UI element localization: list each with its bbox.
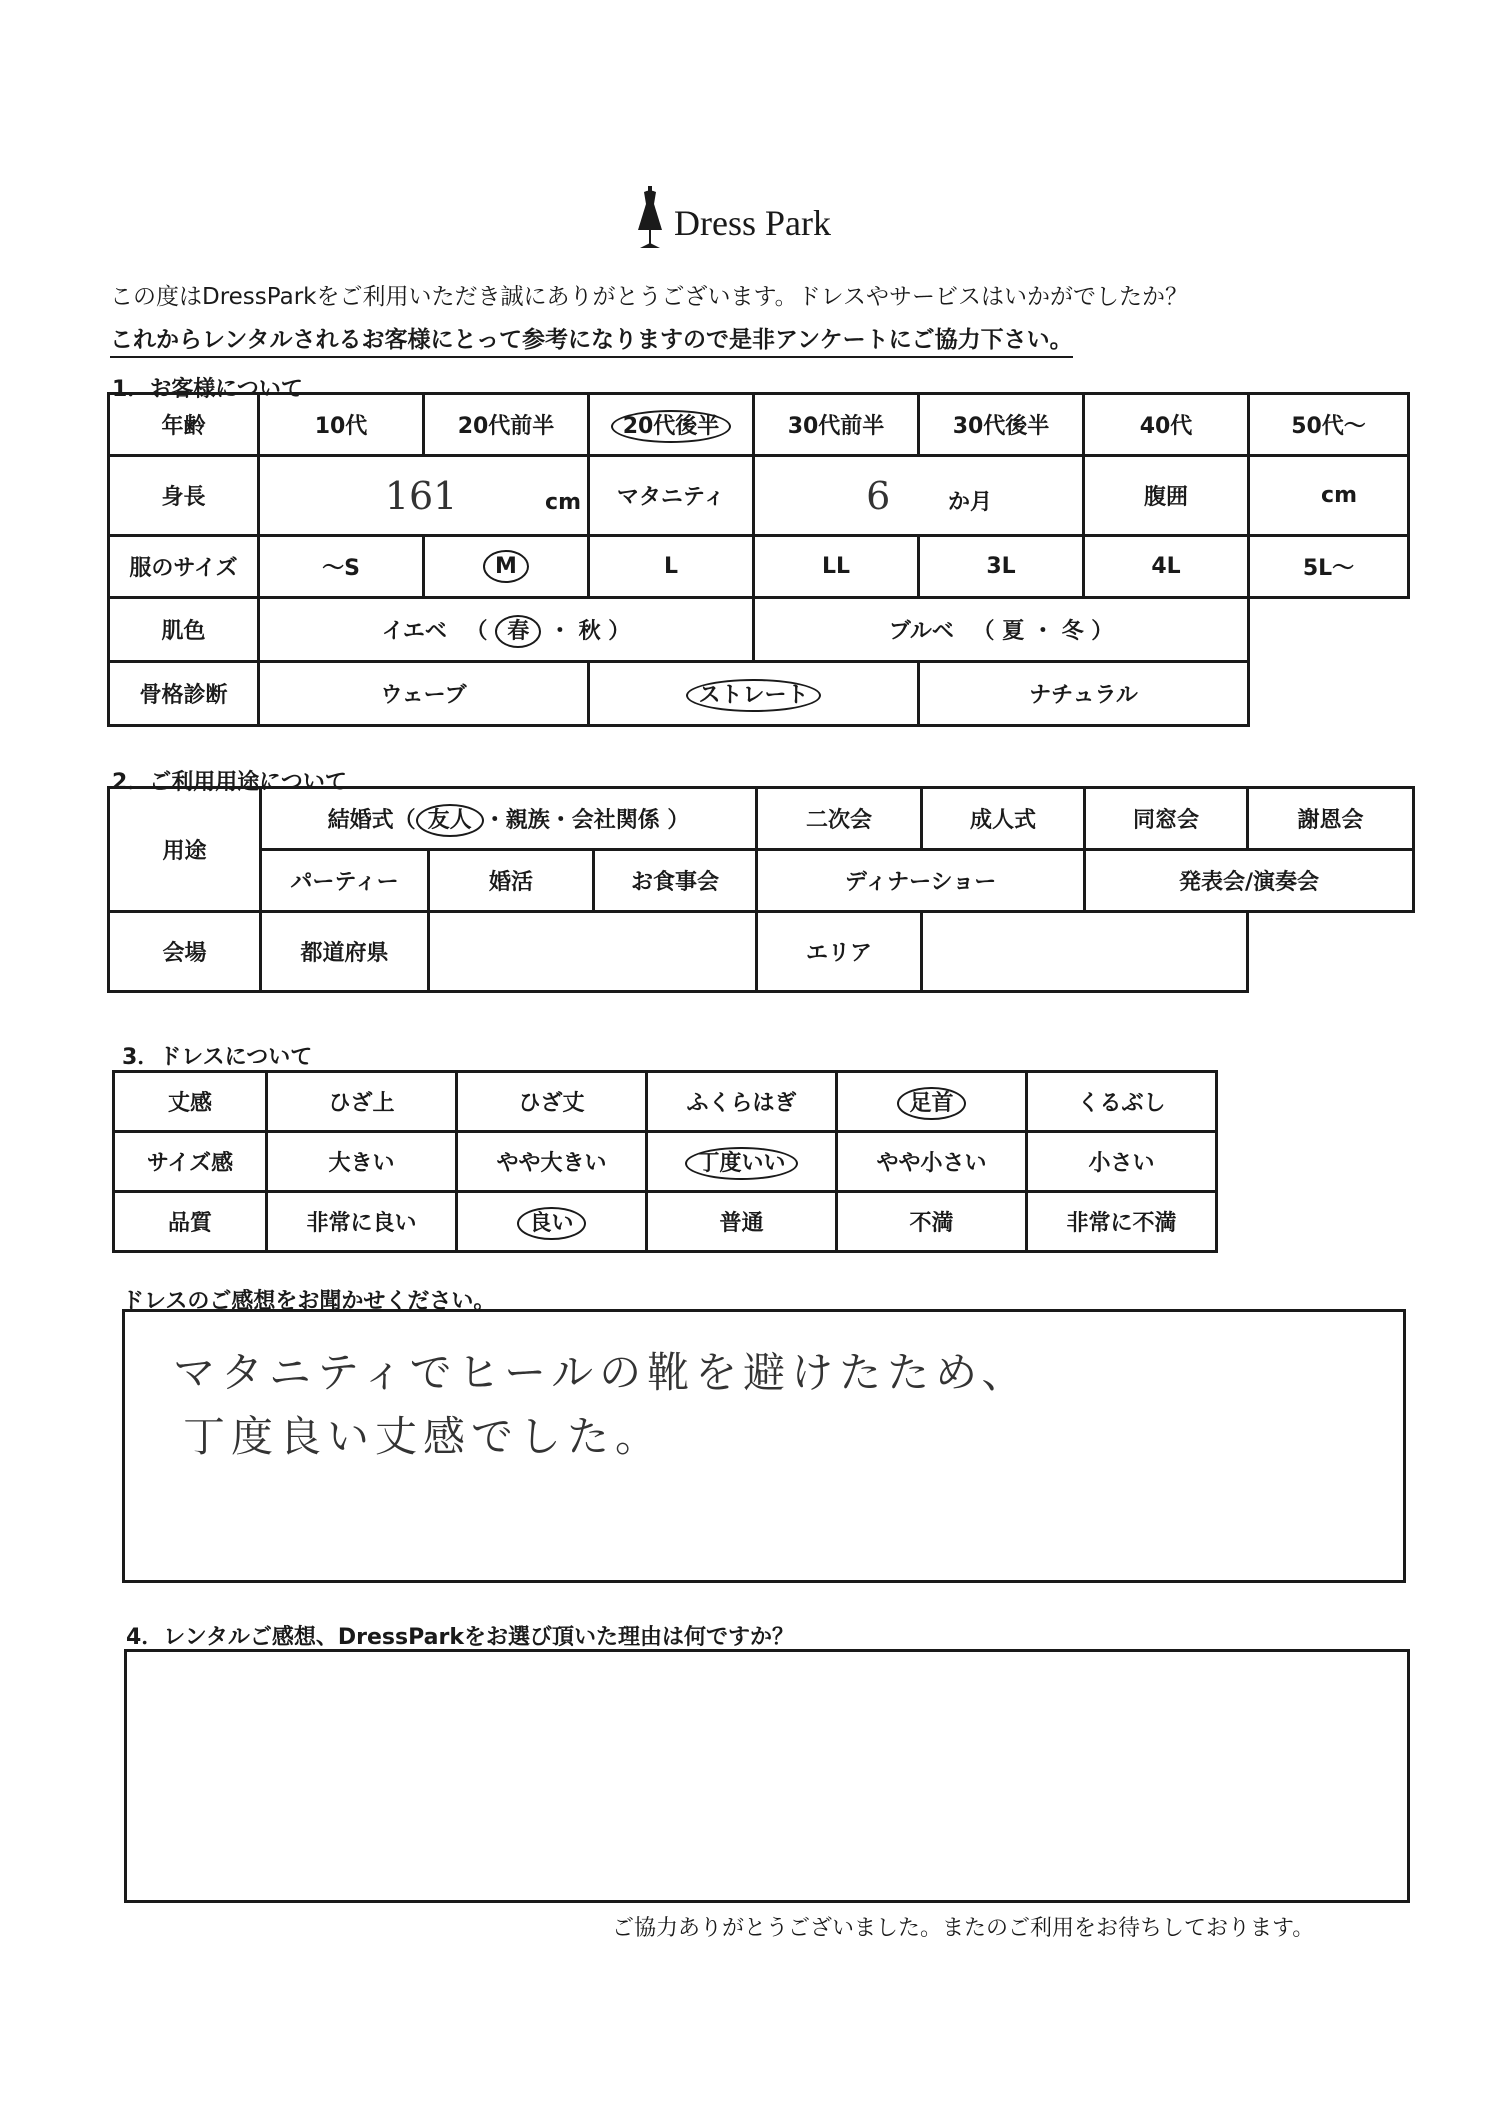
usage-option[interactable]: 成人式 <box>922 788 1085 850</box>
usage-option[interactable]: 同窓会 <box>1085 788 1248 850</box>
quality-option[interactable]: 不満 <box>837 1192 1027 1252</box>
length-label: 丈感 <box>114 1072 267 1132</box>
usage-row-2 <box>109 850 1414 912</box>
venue-row <box>109 912 1414 992</box>
size-option[interactable]: LL <box>754 536 919 598</box>
usage-option[interactable]: 婚活 <box>429 850 594 912</box>
footer-thanks: ご協力ありがとうございました。またのご利用をお待ちしております。 <box>612 1916 1315 1941</box>
blue-base-cell[interactable]: ブルベ （ 夏 ・ 冬 ） <box>754 598 1249 662</box>
quality-label: 品質 <box>114 1192 267 1252</box>
height-field[interactable] <box>259 456 589 536</box>
dresspark-logo <box>632 186 862 252</box>
size-option[interactable]: 3L <box>919 536 1084 598</box>
age-option[interactable]: 40代 <box>1084 394 1249 456</box>
frame-option-cell[interactable] <box>589 662 919 726</box>
empty-cell <box>1249 598 1409 662</box>
section4-title: 4．レンタルご感想、DressParkをお選び頂いた理由は何ですか？ <box>126 1625 794 1650</box>
dress-form-icon <box>632 186 668 252</box>
quality-option[interactable]: 非常に不満 <box>1027 1192 1217 1252</box>
age-option[interactable]: 30代後半 <box>919 394 1084 456</box>
empty-cell <box>1249 662 1409 726</box>
usage-option[interactable]: 二次会 <box>757 788 922 850</box>
length-option[interactable]: くるぶし <box>1027 1072 1217 1132</box>
frame-option[interactable]: ナチュラル <box>919 662 1249 726</box>
usage-option[interactable]: 発表会/演奏会 <box>1085 850 1414 912</box>
size-option-selected[interactable]: M <box>483 550 529 583</box>
dress-comment-box[interactable] <box>122 1309 1406 1583</box>
frame-option[interactable]: ウェーブ <box>259 662 589 726</box>
frame-label: 骨格診断 <box>109 662 259 726</box>
dress-comment-line: マタニティでヒールの靴を避けたため、 <box>173 1348 1030 1397</box>
skin-spring-selected[interactable]: 春 <box>495 615 541 648</box>
skin-summer[interactable]: 夏 <box>1002 619 1025 644</box>
intro-request-text: これからレンタルされるお客様にとって参考になりますので是非アンケートにご協力下さい。 <box>110 321 1073 358</box>
height-unit: cm <box>545 489 581 515</box>
age-label: 年齢 <box>109 394 259 456</box>
usage-option[interactable]: パーティー <box>261 850 429 912</box>
area-field[interactable] <box>922 912 1248 992</box>
quality-option-cell[interactable] <box>457 1192 647 1252</box>
size-option[interactable]: L <box>589 536 754 598</box>
fit-option[interactable]: やや小さい <box>837 1132 1027 1192</box>
length-option-cell[interactable] <box>837 1072 1027 1132</box>
dress-comment-prompt: ドレスのご感想をお聞かせください。 <box>122 1289 496 1314</box>
length-row <box>114 1072 1217 1132</box>
length-option[interactable]: ひざ丈 <box>457 1072 647 1132</box>
prefecture-label: 都道府県 <box>261 912 429 992</box>
age-option[interactable]: 20代前半 <box>424 394 589 456</box>
size-option-cell[interactable] <box>424 536 589 598</box>
fit-label: サイズ感 <box>114 1132 267 1192</box>
quality-option-selected[interactable]: 良い <box>517 1207 585 1240</box>
yellow-base-label: イエベ <box>381 619 447 644</box>
height-row <box>109 456 1409 536</box>
fit-option-cell[interactable] <box>647 1132 837 1192</box>
prefecture-field[interactable] <box>429 912 757 992</box>
usage-label: 用途 <box>109 788 261 912</box>
wedding-suffix: ・親族・会社関係 ） <box>483 808 690 833</box>
customer-info-table <box>107 392 1410 727</box>
size-row <box>109 536 1409 598</box>
skin-winter[interactable]: 冬 <box>1061 619 1084 644</box>
skin-label: 肌色 <box>109 598 259 662</box>
length-option[interactable]: ふくらはぎ <box>647 1072 837 1132</box>
age-option-selected[interactable]: 20代後半 <box>611 410 732 443</box>
quality-option[interactable]: 非常に良い <box>267 1192 457 1252</box>
size-label: 服のサイズ <box>109 536 259 598</box>
dress-comment-line: 丁度良い丈感でした。 <box>183 1412 664 1461</box>
fit-option[interactable]: 大きい <box>267 1132 457 1192</box>
maternity-value: 6 <box>866 473 891 518</box>
fit-option[interactable]: やや大きい <box>457 1132 647 1192</box>
size-option[interactable]: 4L <box>1084 536 1249 598</box>
yellow-base-cell[interactable]: イエベ （ 春 ・ 秋 ） <box>259 598 754 662</box>
maternity-field[interactable] <box>754 456 1084 536</box>
age-option[interactable]: 50代〜 <box>1249 394 1409 456</box>
frame-row <box>109 662 1409 726</box>
section1-title: 1．お客様について <box>112 377 303 402</box>
usage-option[interactable]: ディナーショー <box>757 850 1085 912</box>
skin-autumn[interactable]: 秋 <box>578 619 601 644</box>
age-option[interactable]: 10代 <box>259 394 424 456</box>
height-label: 身長 <box>109 456 259 536</box>
age-option-cell[interactable] <box>589 394 754 456</box>
age-row <box>109 394 1409 456</box>
skin-row <box>109 598 1409 662</box>
quality-option[interactable]: 普通 <box>647 1192 837 1252</box>
brand-name: Dress Park <box>674 203 831 243</box>
fit-option-selected[interactable]: 丁度いい <box>685 1147 797 1180</box>
height-value: 161 <box>384 473 458 518</box>
frame-option-selected[interactable]: ストレート <box>686 679 820 712</box>
fit-option[interactable]: 小さい <box>1027 1132 1217 1192</box>
section3-title: 3．ドレスについて <box>122 1045 313 1070</box>
belly-field[interactable] <box>1249 456 1409 536</box>
maternity-label: マタニティ <box>589 456 754 536</box>
usage-table <box>107 786 1415 993</box>
usage-row-1 <box>109 788 1414 850</box>
length-option-selected[interactable]: 足首 <box>897 1087 965 1120</box>
intro-text: この度はDressParkをご利用いただき誠にありがとうございます。ドレスやサービスはいかがでしたか？ <box>110 284 1188 310</box>
usage-option[interactable]: お食事会 <box>594 850 757 912</box>
rental-comment-box[interactable] <box>124 1649 1410 1903</box>
dress-rating-table <box>112 1070 1218 1253</box>
maternity-unit: か月 <box>947 489 992 515</box>
length-option[interactable]: ひざ上 <box>267 1072 457 1132</box>
empty-cell <box>1248 912 1414 992</box>
wedding-friend-selected[interactable]: 友人 <box>416 804 484 837</box>
area-label: エリア <box>757 912 922 992</box>
wedding-prefix: 結婚式（ <box>327 808 416 833</box>
section2-title: 2．ご利用用途について <box>112 770 347 795</box>
blue-base-label: ブルベ <box>888 619 954 644</box>
wedding-cell[interactable] <box>261 788 757 850</box>
size-option[interactable]: 〜S <box>259 536 424 598</box>
usage-option[interactable]: 謝恩会 <box>1248 788 1414 850</box>
venue-label: 会場 <box>109 912 261 992</box>
age-option[interactable]: 30代前半 <box>754 394 919 456</box>
quality-row <box>114 1192 1217 1252</box>
fit-row <box>114 1132 1217 1192</box>
size-option[interactable]: 5L〜 <box>1249 536 1409 598</box>
belly-label: 腹囲 <box>1084 456 1249 536</box>
belly-unit: cm <box>1321 483 1357 508</box>
